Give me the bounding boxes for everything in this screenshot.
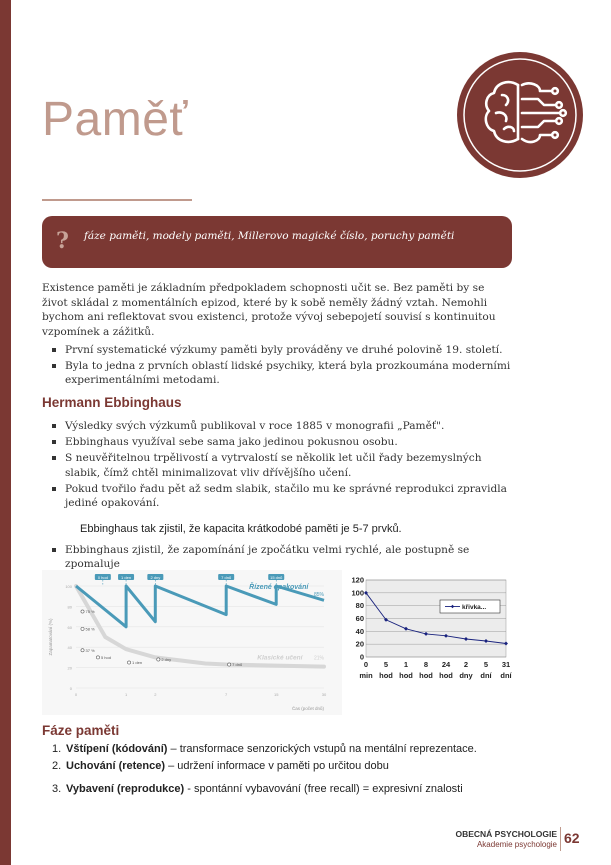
x-tick-label: 30: [321, 692, 327, 697]
data-point-marker: [81, 610, 84, 613]
legend-label: křivka...: [462, 604, 487, 611]
x-tick-label: 0: [74, 692, 78, 697]
repetition-badge-label: 15 dnů: [270, 574, 283, 580]
repetition-badge-label: 7 dnů: [221, 574, 232, 580]
x-tick-label: 15: [274, 692, 279, 697]
x-tick-label: 1: [124, 692, 128, 697]
x-tick-label-top: 5: [483, 660, 489, 669]
x-tick-label-top: 5: [383, 660, 389, 669]
phase-term: Vybavení (reprodukce): [66, 783, 185, 795]
question-icon: ?: [56, 228, 69, 254]
phase-description: - spontánní vybavování (free recall) = expresivní znalosti: [184, 783, 463, 795]
highlight-statement: Ebbinghaus tak zjistil, že kapacita krátkodobé paměti je 5-7 prvků.: [80, 523, 402, 535]
x-tick-label-bottom: hod: [399, 671, 413, 680]
y-tick-label: 40: [355, 626, 364, 636]
data-point-marker: [81, 627, 84, 630]
x-tick-label-bottom: min: [359, 671, 373, 680]
intro-paragraph: Existence paměti je základním předpokladem schopnosti učit se. Bez paměti by se život skládal z momentálních epizod, které by k sobě neměly žádný vztah. Nemohli bychom ani reflektovat svou existenci, protože vývoj sebepojetí souvisí s kontinuitou vzpomínek a zážitků.: [42, 282, 496, 338]
phases-list: [42, 742, 522, 796]
x-tick-label-bottom: hod: [439, 671, 453, 680]
page-spine: [0, 0, 11, 865]
phase-number: 2.: [52, 760, 62, 772]
page-number: 62: [564, 830, 580, 846]
data-point-marker: [96, 656, 99, 659]
data-point-label: 1 den: [132, 660, 143, 665]
data-point-label: 37 %: [85, 647, 95, 653]
forgetting-curve-mini-chart: [350, 574, 520, 686]
brain-icon: [456, 51, 584, 179]
series-label-spaced: Řízené opakování: [249, 584, 309, 592]
section-heading-phases: Fáze paměti: [42, 723, 120, 738]
list-item: Ebbinghaus využíval sebe sama jako jedinou pokusnou osobu.: [42, 435, 512, 449]
x-tick-label-top: 2: [463, 660, 469, 669]
x-tick-label-bottom: hod: [379, 671, 393, 680]
x-tick-label-top: 8: [423, 660, 429, 669]
x-tick-label-top: 1: [403, 660, 409, 669]
footer-publisher: Akademie psychologie: [476, 840, 557, 849]
phase-term: Uchování (retence): [66, 760, 166, 772]
x-tick-label-top: 24: [441, 660, 451, 669]
y-tick-label: 60: [355, 614, 364, 623]
section-heading-ebbinghaus: Hermann Ebbinghaus: [42, 395, 182, 410]
topics-text: fáze paměti, modely paměti, Millerovo magické číslo, poruchy paměti: [84, 230, 455, 242]
x-tick-label: 7: [225, 692, 228, 697]
y-tick-label: 100: [65, 584, 72, 589]
list-item: Výsledky svých výzkumů publikoval v roce 1885 v monografii „Paměť".: [42, 419, 512, 433]
y-tick-label: 0: [69, 686, 72, 691]
series-end-label-classical: 21%: [313, 655, 324, 662]
list-item: První systematické výzkumy paměti byly prováděny ve druhé polovině 19. století.: [42, 343, 512, 357]
phase-description: – udržení informace v paměti po určitou dobu: [165, 760, 389, 772]
y-tick-label: 40: [67, 645, 72, 651]
phase-number: 3.: [52, 783, 62, 795]
data-point-marker: [127, 661, 130, 664]
data-point-label: 58 %: [85, 626, 95, 632]
data-point-marker: [81, 649, 84, 652]
x-tick-label-top: 0: [363, 660, 369, 669]
y-tick-label: 20: [67, 665, 72, 671]
title-underline: [42, 199, 192, 201]
repetition-badge-label: 2 dny: [150, 574, 161, 580]
series-label-classical: Klasické učení: [257, 654, 303, 662]
list-item: Ebbinghaus zjistil, že zapomínání je zpočátku velmi rychlé, ale postupně se zpomaluje: [42, 543, 512, 571]
data-point-marker: [228, 663, 231, 666]
phase-description: – transformace senzorických vstupů na mentální reprezentace.: [167, 743, 477, 755]
data-point-label: 75 %: [85, 609, 95, 614]
ebbinghaus-bullet-list: [42, 419, 512, 512]
x-tick-label: 2: [154, 692, 157, 697]
data-point-label: 7 dnů: [232, 662, 243, 668]
x-tick-label-bottom: dny: [459, 671, 473, 680]
x-tick-label-top: 31: [501, 660, 511, 669]
list-item: Byla to jedna z prvních oblastí lidské psychiky, která byla prozkoumána moderními experimentálními metodami.: [42, 359, 512, 387]
forgetting-bullet-list: [42, 543, 512, 573]
phase-item: [42, 742, 522, 756]
y-tick-label: 0: [359, 652, 364, 662]
forgetting-curve-chart: [42, 570, 342, 715]
phase-item: [42, 759, 522, 773]
footer-book-title: OBECNÁ PSYCHOLOGIE: [455, 829, 557, 839]
y-tick-label: 120: [351, 575, 364, 585]
y-tick-label: 20: [355, 639, 364, 649]
y-tick-label: 100: [351, 588, 364, 598]
y-tick-label: 80: [355, 601, 364, 611]
topics-box: [42, 216, 512, 268]
x-axis-label: Čas (počet dnů): [291, 706, 324, 711]
list-item: S neuvěřitelnou trpělivostí a vytrvalostí se několik let učil řady bezemyslných slabik, čímž chtěl minimalizovat vliv dřívějšího učení.: [42, 451, 512, 479]
y-axis-label: Zapamatování (%): [48, 618, 53, 656]
x-tick-label-bottom: dní: [480, 671, 492, 680]
repetition-badge-label: 1 den: [121, 574, 132, 580]
data-point-label: 2 dny: [161, 656, 172, 662]
footer-divider: [560, 827, 561, 851]
phase-term: Vštípení (kódování): [66, 743, 168, 755]
data-point-marker: [157, 658, 160, 661]
phase-number: 1.: [52, 743, 62, 755]
x-tick-label-bottom: hod: [419, 671, 433, 680]
y-tick-label: 60: [67, 624, 72, 630]
y-tick-label: 80: [67, 604, 72, 610]
repetition-badge-label: 0 hod: [97, 574, 108, 580]
data-point-label: 5 hod: [100, 654, 111, 660]
phase-item: [42, 782, 522, 796]
page-title: Paměť: [42, 93, 188, 146]
x-tick-label-bottom: dní: [500, 671, 512, 680]
series-end-label-spaced: 85%: [313, 592, 324, 599]
list-item: Pokud tvořilo řadu pět až sedm slabik, stačilo mu ke správné reprodukci zpravidla jediné opakování.: [42, 482, 512, 510]
intro-bullet-list: [42, 343, 512, 390]
